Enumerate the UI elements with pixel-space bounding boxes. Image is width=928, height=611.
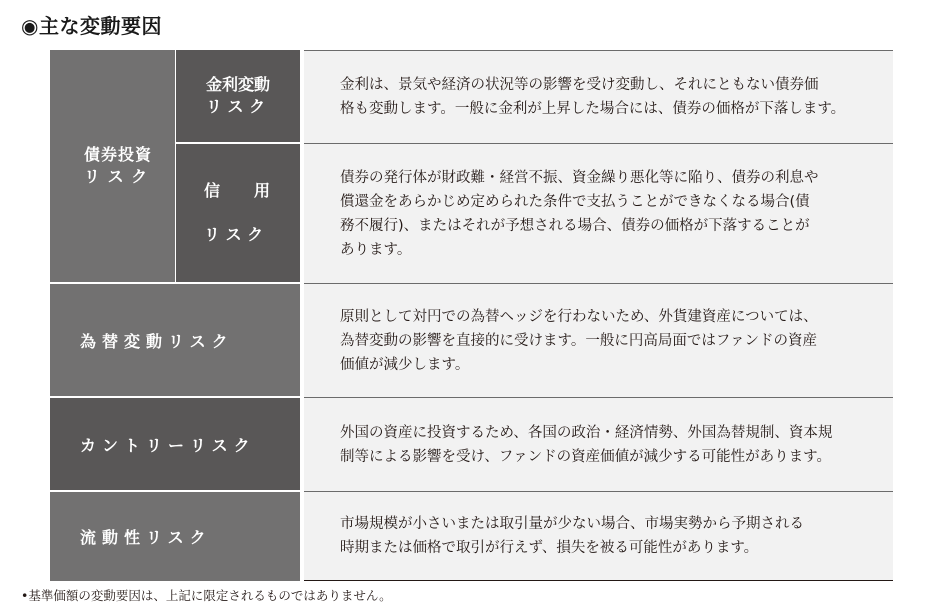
country-risk-description: 外国の資産に投資するため、各国の政治・経済情勢、外国為替規制、資本規 制等による影響を受け、ファンドの資産価値が減少する可能性があります。 xyxy=(340,424,833,465)
fx-risk-label-cell xyxy=(50,284,300,397)
credit-risk-label-line-2: リ ス ク xyxy=(204,225,264,244)
country-risk-description-cell xyxy=(304,398,893,492)
footnote: •基準価額の変動要因は、上記に限定されるものではありません。 xyxy=(21,588,392,603)
interest-rate-risk-label: 金利変動 リ ス ク xyxy=(205,75,270,116)
country-risk-label-cell xyxy=(50,398,300,491)
interest-rate-risk-label-cell xyxy=(176,50,300,143)
country-risk-label: カントリーリスク xyxy=(80,435,256,455)
liquidity-risk-description-cell xyxy=(304,492,893,581)
credit-risk-label-char-2: 用 xyxy=(253,181,270,200)
liquidity-risk-label: 流動性リスク xyxy=(80,528,212,547)
credit-risk-label-char-1: 信 xyxy=(204,181,221,200)
credit-risk-label-cell xyxy=(176,144,300,283)
column-divider xyxy=(301,50,303,581)
credit-risk-label xyxy=(204,158,270,268)
liquidity-risk-label-cell xyxy=(50,492,300,581)
interest-rate-risk-description-cell xyxy=(304,50,893,144)
fx-risk-description-cell xyxy=(304,284,893,398)
risk-factor-table xyxy=(50,50,893,581)
bond-investment-risk-label-cell xyxy=(50,50,175,283)
page-title: ◉主な変動要因 xyxy=(21,14,162,38)
liquidity-risk-description: 市場規模が小さいまたは取引量が少ない場合、市場実勢から予期される 時期または価格で取引が行えず、損失を被る可能性があります。 xyxy=(340,516,804,556)
credit-risk-description-cell xyxy=(304,144,893,284)
fx-risk-label: 為替変動リスク xyxy=(80,331,234,351)
bond-investment-risk-label: 債券投資 リ ス ク xyxy=(84,145,153,186)
credit-risk-description: 債券の発行体が財政難・経営不振、資金繰り悪化等に陥り、債券の利息や 償還金をあらかじめ定められた条件で支払うことができなくなる場合(債 務不履行)、またはそれが予想される場合、債券の価格が下落することが あります。 xyxy=(340,169,819,258)
interest-rate-risk-description: 金利は、景気や経済の状況等の影響を受け変動し、それにともない債券価 格も変動します。一般に金利が上昇した場合には、債券の価格が下落します。 xyxy=(340,77,846,117)
fx-risk-description: 原則として対円での為替ヘッジを行わないため、外貨建資産については、 為替変動の影響を直接的に受けます。一般に円高局面ではファンドの資産 価値が減少します。 xyxy=(340,308,818,373)
